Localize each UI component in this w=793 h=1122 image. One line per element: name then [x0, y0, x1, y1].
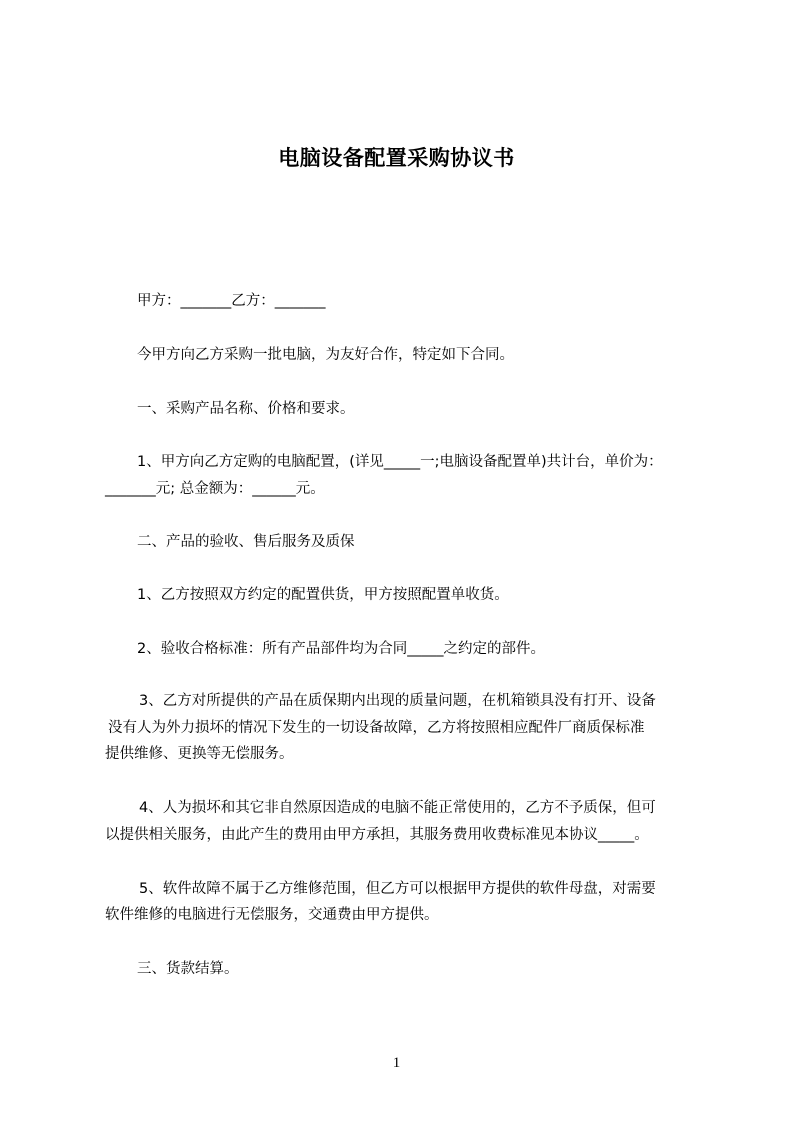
clause-2-3-line-3: 提供维修、更换等无偿服务。: [105, 746, 294, 762]
clause-2-4-line-2: 以提供相关服务，由此产生的费用由甲方承担，其服务费用收费标准见本协议_____。: [105, 827, 649, 843]
section-heading-3: 三、货款结算。: [137, 961, 239, 977]
clause-2-1: 1、乙方按照双方约定的配置供货，甲方按照配置单收货。: [137, 587, 509, 603]
section-heading-2: 二、产品的验收、售后服务及质保: [137, 534, 355, 550]
clause-1-1-line-1: 1、甲方向乙方定购的电脑配置，(详见_____一;电脑设备配置单)共计台，单价为：: [137, 454, 663, 470]
clause-2-5-line-2: 软件维修的电脑进行无偿服务，交通费由甲方提供。: [105, 907, 439, 923]
clause-2-3-line-1: 3、乙方对所提供的产品在质保期内出现的质量问题，在机箱锁具没有打开、设备: [139, 693, 656, 709]
clause-1-1-line-2: _______元; 总金额为：______元。: [105, 481, 325, 497]
parties-line: 甲方：_______乙方：_______: [137, 293, 326, 309]
clause-2-3-line-2: 没有人为外力损坏的情况下发生的一切设备故障，乙方将按照相应配件厂商质保标准: [108, 720, 645, 736]
section-heading-1: 一、采购产品名称、价格和要求。: [137, 401, 355, 417]
clause-2-5-line-1: 5、软件故障不属于乙方维修范围，但乙方可以根据甲方提供的软件母盘，对需要: [139, 881, 656, 897]
document-title: 电脑设备配置采购协议书: [278, 146, 515, 170]
intro-paragraph: 今甲方向乙方采购一批电脑，为友好合作，特定如下合同。: [137, 347, 514, 363]
clause-2-4-line-1: 4、人为损坏和其它非自然原因造成的电脑不能正常使用的，乙方不予质保，但可: [139, 800, 656, 816]
clause-2-2: 2、验收合格标准：所有产品部件均为合同_____之约定的部件。: [137, 641, 545, 657]
page-number: 1: [392, 1055, 401, 1071]
